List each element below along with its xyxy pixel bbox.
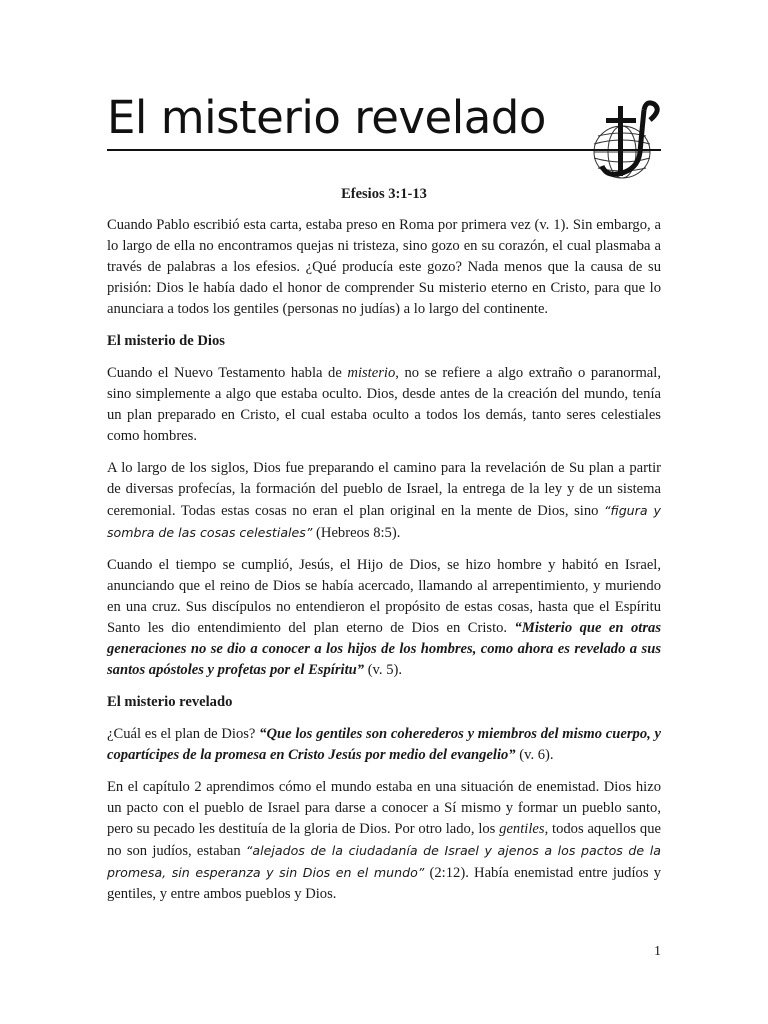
emphasis-text: misterio	[347, 365, 396, 381]
text-span: ¿Cuál es el plan de Dios?	[107, 726, 260, 742]
scripture-quote: “Que los gentiles son coherederos y miembros del mismo cuerpo, y copartícipes de la promesa en Cristo Jesús por medio del evangelio”	[107, 726, 661, 763]
scripture-quote: “Misterio que en otras generaciones no se dio a conocer a los hijos de los hombres, como ahora es revelado a sus santos apóstoles y profetas por el Espíritu”	[107, 620, 661, 678]
text-span: , no se refiere a algo extraño o paranormal, sino simplemente a algo que estaba oculto. Dios, desde antes de la creación del mundo, tenía un plan preparado en Cristo, el cual estaba oculto a todos los demás, tanto seres celestiales como hombres.	[107, 365, 661, 444]
text-span: Cuando el Nuevo Testamento habla de	[107, 365, 348, 381]
scripture-reference: Efesios 3:1-13	[341, 186, 427, 202]
page-title: El misterio revelado	[107, 91, 546, 144]
scripture-quote: “alejados de la ciudadanía de Israel y ajenos a los pactos de la promesa, sin esperanza y sin Dios en el mundo”	[107, 843, 661, 880]
text-span: (v. 6).	[515, 747, 554, 763]
paragraph-preparation	[107, 458, 661, 544]
text-span: (Hebreos 8:5).	[312, 525, 401, 541]
text-span: , todos aquellos que no son judíos, estaban	[107, 821, 661, 859]
section-heading-misterio-revelado: El misterio revelado	[107, 694, 233, 710]
title-rule	[107, 149, 661, 151]
text-span: En el capítulo 2 aprendimos cómo el mundo estaba en una situación de enemistad. Dios hizo un pacto con el pueblo de Israel para darse a conocer a Sí mismo y formar un pueblo santo, pero su pecado les destituía de la gloria de Dios. Por otro lado, los	[107, 779, 661, 837]
cross-globe-logo-icon	[588, 100, 664, 180]
paragraph-misterio-definition	[107, 363, 661, 447]
document-body	[107, 215, 661, 916]
paragraph-enmity	[107, 777, 661, 905]
section-heading-misterio-de-dios: El misterio de Dios	[107, 333, 225, 349]
emphasis-text: gentiles	[499, 821, 545, 837]
paragraph-plan	[107, 724, 661, 766]
text-span: (2:12). Había enemistad entre judíos y gentiles, y entre ambos pueblos y Dios.	[107, 865, 662, 902]
text-span: Cuando el tiempo se cumplió, Jesús, el Hijo de Dios, se hizo hombre y habitó en Israel, anunciando que el reino de Dios se había acercado, llamando al arrepentimiento, y muriendo en una cruz. Sus discípulos no entendieron el propósito de estas cosas, hasta que el Espíritu Santo les dio entendimiento del plan eterno de Dios en Cristo.	[107, 557, 661, 636]
text-span: (v. 5).	[364, 662, 403, 678]
paragraph-intro: Cuando Pablo escribió esta carta, estaba preso en Roma por primera vez (v. 1). Sin embargo, a lo largo de ella no encontramos quejas ni tristeza, sino gozo en su corazón, el cual plasmaba a través de palabras a los efesios. ¿Qué producía este gozo? Nada menos que la causa de su prisión: Dios le había dado el honor de comprender Su misterio eterno en Cristo, para que lo anunciara a todos los gentiles (personas no judías) a lo largo del continente.	[107, 217, 661, 317]
scripture-quote: “figura y sombra de las cosas celestiales”	[107, 503, 661, 540]
text-span: A lo largo de los siglos, Dios fue preparando el camino para la revelación de Su plan a partir de diversas profecías, la formación del pueblo de Israel, la entrega de la ley y de un sistema ceremonial. Todas estas cosas no eran el plan original en la mente de Dios, sino	[107, 460, 661, 519]
paragraph-fulfillment	[107, 555, 661, 681]
page-number: 1	[654, 944, 661, 959]
